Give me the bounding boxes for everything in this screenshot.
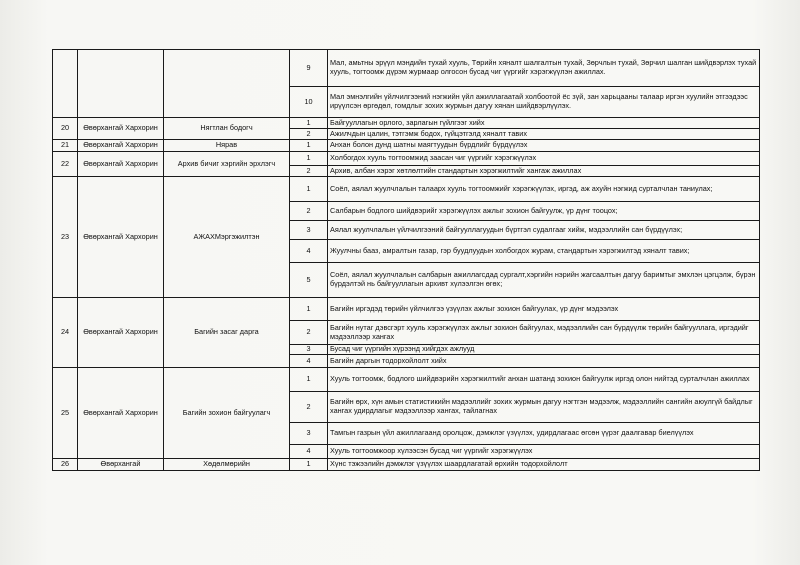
location-cell: Өвөрхангай Хархорин [78, 140, 164, 152]
position-title: Хөдөлмөрийн [164, 459, 290, 471]
job-duties-table [52, 49, 760, 471]
task-description: Багийн нутаг дэвсгэрт хууль хэрэгжүүлэх ажлыг зохион байгуулах, мэдээллийн сан бүрдүүлж төрийн байгууллага, иргэдийг мэдээллээр хангах [328, 321, 760, 345]
task-number: 4 [290, 240, 328, 263]
position-title: Багийн засаг дарга [164, 298, 290, 368]
location-cell [78, 50, 164, 118]
task-number: 2 [290, 321, 328, 345]
task-description: Багийн өрх, хүн амын статистикийн мэдээллийг зохих журмын дагуу нэгтгэн мэдээлж, мэдээллийн сангийн аюулгүй байдлыг хангах удирдлагыг мэдээллээр хангах, тайлагнах [328, 392, 760, 423]
row-number [53, 50, 78, 118]
task-description: Байгууллагын орлого, зарлагын гүйлгээг хийх [328, 118, 760, 129]
task-number: 1 [290, 459, 328, 471]
task-description: Тамгын газрын үйл ажиллагаанд оролцож, дэмжлэг үзүүлэх, удирдлагаас өгсөн үүрэг даалгавар биелүүлэх [328, 423, 760, 445]
table-row [53, 368, 760, 392]
position-title [164, 50, 290, 118]
location-cell: Өвөрхангай Хархорин [78, 298, 164, 368]
location-cell: Өвөрхангай Хархорин [78, 368, 164, 459]
task-description: Аялал жуулчлалын үйлчилгээний байгууллагуудын бүртгэл судалгааг хийж, мэдээллийн сан бүрдүүлэх; [328, 221, 760, 240]
task-description: Бусад чиг үүргийн хүрээнд хийгдэх ажлууд [328, 345, 760, 355]
table-row [53, 459, 760, 471]
task-number: 1 [290, 152, 328, 166]
row-number: 23 [53, 177, 78, 298]
task-description: Салбарын бодлого шийдвэрийг хэрэгжүүлэх ажлыг зохион байгуулж, үр дүнг тооцох; [328, 202, 760, 221]
task-number: 2 [290, 129, 328, 140]
task-number: 4 [290, 355, 328, 368]
task-number: 3 [290, 423, 328, 445]
position-title: Архив бичиг хэргийн эрхлэгч [164, 152, 290, 177]
task-description: Багийн даргын тодорхойлолт хийх [328, 355, 760, 368]
task-number: 1 [290, 298, 328, 321]
task-description: Хүнс тэжээлийн дэмжлэг үзүүлэх шаардлагатай өрхийн тодорхойлолт [328, 459, 760, 471]
task-number: 2 [290, 392, 328, 423]
table-row [53, 298, 760, 321]
task-number: 3 [290, 221, 328, 240]
table-row [53, 152, 760, 166]
task-number: 1 [290, 140, 328, 152]
task-description: Анхан болон дунд шатны маягтуудын бүрдлийг бүрдүүлэх [328, 140, 760, 152]
task-description: Багийн иргэдэд төрийн үйлчилгээ үзүүлэх ажлыг зохион байгуулах, үр дүнг мэдээлэх [328, 298, 760, 321]
row-number: 26 [53, 459, 78, 471]
task-description: Соёл, аялал жуулчлалын талаарх хууль тогтоомжийг хэрэгжүүлэх, иргэд, аж ахуйн нэгжид сурталчлан таниулах; [328, 177, 760, 202]
task-number: 10 [290, 87, 328, 118]
task-description: Мал, амьтны эрүүл мэндийн тухай хууль, Төрийн хяналт шалгалтын тухай, Зөрчлын тухай, Зөрчил шалган шийдвэрлэх тухай хууль, тогтоомж дүрэм журмаар олгосон бусад чиг үүргийг хэрэгжүүлэн ажиллах. [328, 50, 760, 87]
row-number: 20 [53, 118, 78, 140]
task-description: Жуулчны бааз, амралтын газар, гэр буудлуудын холбогдох журам, стандартын хэрэгжилтэд хяналт тавих; [328, 240, 760, 263]
position-title: Нярав [164, 140, 290, 152]
location-cell: Өвөрхангай [78, 459, 164, 471]
table-row [53, 50, 760, 87]
table-row [53, 177, 760, 202]
table-row [53, 140, 760, 152]
task-description: Хууль тогтоомж, бодлого шийдвэрийн хэрэгжилтийг анхан шатанд зохион байгуулж иргэд олон нийтэд сурталчлан ажиллах [328, 368, 760, 392]
row-number: 22 [53, 152, 78, 177]
task-number: 3 [290, 345, 328, 355]
task-number: 9 [290, 50, 328, 87]
task-description: Ажилчдын цалин, тэтгэмж бодох, гүйцэтгэлд хяналт тавих [328, 129, 760, 140]
task-number: 5 [290, 263, 328, 298]
position-title: Нягтлан бодогч [164, 118, 290, 140]
task-number: 1 [290, 368, 328, 392]
task-description: Архив, албан хэрэг хөтлөлтийн стандартын хэрэгжилтийг хангаж ажиллах [328, 166, 760, 177]
table-row [53, 118, 760, 129]
task-number: 1 [290, 177, 328, 202]
position-title: АЖАХМэргэжилтэн [164, 177, 290, 298]
row-number: 24 [53, 298, 78, 368]
task-number: 1 [290, 118, 328, 129]
task-number: 2 [290, 202, 328, 221]
location-cell: Өвөрхангай Хархорин [78, 118, 164, 140]
task-description: Мал эмнэлгийн үйлчилгээний нэгжийн үйл ажиллагаатай холбоотой ёс зүй, зан харьцааны талаар иргэн хуулийн этгээдээс ирүүлсэн өргөдөл, гомдлыг зохих журмын дагуу хянан шийдвэрлүүлэх. [328, 87, 760, 118]
row-number: 25 [53, 368, 78, 459]
task-description: Хууль тогтоомжоор хүлээсэн бусад чиг үүргийг хэрэгжүүлэх [328, 445, 760, 459]
task-description: Соёл, аялал жуулчлалын салбарын ажиллагсдад сургалт,хэргийн нэрийн жагсаалтын дагуу баримтыг эмхлэн цэгцэлж, бүрэн бүрдэлтэй нь байгууллагын архивт хүлээлгэн өгөх; [328, 263, 760, 298]
location-cell: Өвөрхангай Хархорин [78, 177, 164, 298]
task-number: 2 [290, 166, 328, 177]
position-title: Багийн зохион байгуулагч [164, 368, 290, 459]
row-number: 21 [53, 140, 78, 152]
task-description: Холбогдох хууль тогтоомжид заасан чиг үүргийг хэрэгжүүлэх [328, 152, 760, 166]
task-number: 4 [290, 445, 328, 459]
location-cell: Өвөрхангай Хархорин [78, 152, 164, 177]
